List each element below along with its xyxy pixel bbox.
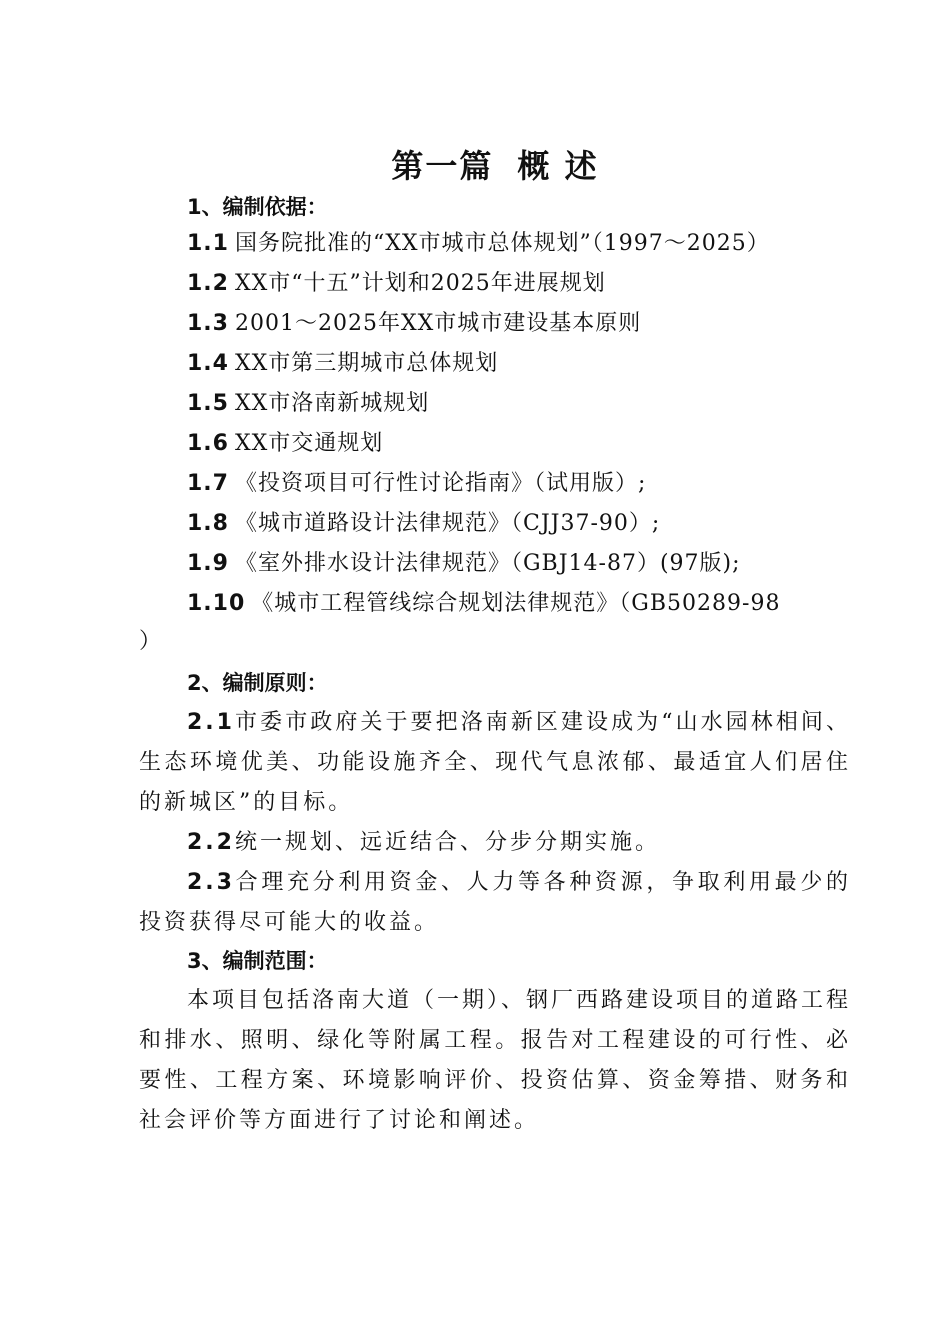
basis-item-text: 《投资项目可行性讨论指南》（试用版）; [234, 471, 647, 496]
basis-item [187, 388, 429, 420]
basis-item [187, 428, 383, 460]
basis-item-text: 《室外排水设计法律规范》（GBJ14-87）(97版); [234, 551, 741, 576]
basis-item [187, 508, 660, 540]
basis-item-text: XX市洛南新城规划 [234, 391, 430, 416]
basis-item-number: 1.8 [187, 511, 229, 536]
basis-item-text: 《城市道路设计法律规范》（CJJ37-90）; [234, 511, 661, 536]
basis-item-number: 1.5 [187, 391, 229, 416]
title-part-2: 概 述 [517, 147, 599, 185]
basis-item-number: 1.3 [187, 311, 229, 336]
basis-item-number: 1.10 [187, 591, 246, 616]
section-3-heading: 3、编制范围： [187, 949, 328, 973]
basis-item-continuation: ） [139, 629, 162, 654]
principle-number: 2.1 [187, 710, 235, 735]
basis-item-number: 1.9 [187, 551, 229, 576]
basis-item-number: 1.7 [187, 471, 229, 496]
principle-text: 市委市政府关于要把洛南新区建设成为“山水园林相间、生态环境优美、功能设施齐全、现代气息浓郁、最适宜人们居住的新城区”的目标。 [139, 710, 851, 815]
section-2-heading: 2、编制原则： [187, 671, 328, 695]
page-title [0, 143, 950, 189]
principle-paragraph [139, 703, 851, 823]
basis-item [187, 228, 770, 260]
principle-number: 2.2 [187, 830, 235, 855]
principle-text: 合理充分利用资金、人力等各种资源，争取利用最少的投资获得尽可能大的收益。 [139, 870, 851, 935]
principle-paragraph [139, 863, 851, 943]
basis-item-number: 1.4 [187, 351, 229, 376]
scope-paragraph: 本项目包括洛南大道（一期）、钢厂西路建设项目的道路工程和排水、照明、绿化等附属工程。报告对工程建设的可行性、必要性、工程方案、环境影响评价、投资估算、资金筹措、财务和社会评价等方面进行了讨论和阐述。 [139, 988, 852, 1133]
principle-paragraph [139, 823, 851, 863]
basis-item [187, 348, 498, 380]
basis-item-text: 《城市工程管线综合规划法律规范》（GB50289-98 [251, 591, 781, 616]
basis-item [187, 308, 641, 340]
basis-item-text: 2001～2025年XX市城市建设基本原则 [234, 311, 642, 336]
principle-text: 统一规划、远近结合、分步分期实施。 [234, 830, 660, 855]
basis-item [187, 548, 741, 580]
principle-number: 2.3 [187, 870, 235, 895]
title-part-1: 第一篇 [391, 147, 494, 185]
basis-item-text: XX市第三期城市总体规划 [234, 351, 499, 376]
basis-item-text: XX市交通规划 [234, 431, 384, 456]
section-1-heading: 1、编制依据： [187, 195, 328, 219]
basis-item [187, 468, 646, 500]
basis-item-number: 1.1 [187, 231, 229, 256]
basis-item-text: XX市“十五”计划和2025年进展规划 [234, 271, 606, 296]
basis-item [187, 588, 780, 620]
basis-item [187, 268, 606, 300]
basis-item-number: 1.2 [187, 271, 229, 296]
basis-item-number: 1.6 [187, 431, 229, 456]
basis-item-text: 国务院批准的“XX市城市总体规划”（1997～2025） [234, 231, 770, 256]
